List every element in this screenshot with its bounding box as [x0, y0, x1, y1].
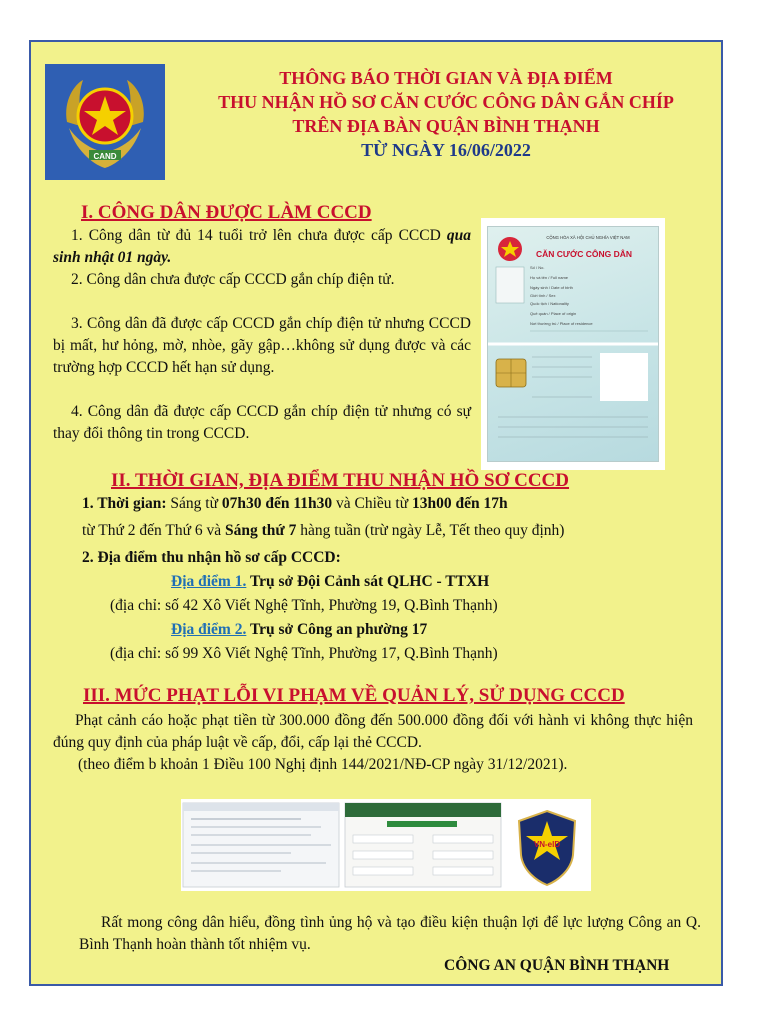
- id-card-country-line: CỘNG HÒA XÃ HỘI CHỦ NGHĨA VIỆT NAM: [546, 235, 630, 240]
- time-text-2: và Chiều từ: [332, 495, 413, 512]
- id-card-image: [481, 218, 665, 470]
- section2-heading: II. THỜI GIAN, ĐỊA ĐIỂM THU NHẬN HỒ SƠ CCCD: [111, 470, 570, 491]
- section1-item3: 3. Công dân đã được cấp CCCD gắn chíp điện tử nhưng CCCD bị mất, hư hỏng, mờ, nhòe, gãy gập…không sử dụng được và các trường hợp CCCD hết hạn sử dụng.: [53, 315, 471, 376]
- place1-line: [171, 571, 489, 593]
- id-card-title: CĂN CƯỚC CÔNG DÂN: [536, 249, 632, 259]
- id-card-field-3: Ngày sinh / Date of birth: [530, 285, 573, 290]
- time-label: 1. Thời gian:: [82, 495, 167, 512]
- vneid-badge-text: VN-eID: [533, 840, 561, 849]
- id-card-field-5: Quốc tịch / Nationality: [530, 301, 569, 306]
- section1-heading: I. CÔNG DÂN ĐƯỢC LÀM CCCD: [81, 202, 372, 223]
- place2-address: (địa chỉ: số 99 Xô Viết Nghệ Tĩnh, Phường 17, Q.Bình Thạnh): [110, 645, 498, 662]
- section1-item1: [53, 225, 471, 269]
- header-date: TỪ NGÀY 16/06/2022: [361, 140, 531, 160]
- id-card-field-2: Họ và tên / Full name: [530, 275, 569, 280]
- section3-heading: III. MỨC PHẠT LỖI VI PHẠM VỀ QUẢN LÝ, SỬ DỤNG CCCD: [83, 685, 625, 706]
- section2-time-line1: [82, 493, 508, 515]
- police-emblem-icon: [53, 70, 157, 174]
- place1-name: Trụ sở Đội Cảnh sát QLHC - TTXH: [246, 573, 490, 590]
- id-card-field-4: Giới tính / Sex: [530, 293, 556, 298]
- header-title-line3: TRÊN ĐỊA BÀN QUẬN BÌNH THẠNH: [292, 116, 600, 136]
- time-morning: 07h30 đến 11h30: [221, 495, 333, 512]
- announcement-poster: [29, 40, 723, 986]
- section3-text: Phạt cảnh cáo hoặc phạt tiền từ 300.000 đồng đến 500.000 đồng đối với hành vi không thực hiện đúng quy định của pháp luật về cấp, đổi, cấp lại thẻ CCCD.: [53, 712, 693, 751]
- id-card-field-7: Nơi thường trú / Place of residence: [530, 321, 593, 326]
- place2-name: Trụ sở Công an phường 17: [246, 621, 428, 638]
- header-title-line2: THU NHẬN HỒ SƠ CĂN CƯỚC CÔNG DÂN GẮN CHÍP: [218, 92, 674, 112]
- screenshots-illustration: [181, 799, 591, 891]
- section1-item1-emphasis: qua sinh nhật 01 ngày.: [53, 227, 471, 266]
- section1-item4: 4. Công dân đã được cấp CCCD gắn chíp điện tử nhưng có sự thay đổi thông tin trong CCCD.: [53, 403, 471, 442]
- section1-item2: 2. Công dân chưa được cấp CCCD gắn chíp điện tử.: [71, 271, 395, 288]
- section3-citation: (theo điểm b khoản 1 Điều 100 Nghị định 144/2021/NĐ-CP ngày 31/12/2021).: [78, 756, 568, 773]
- id-card-field-1: Số / No.: [530, 265, 545, 270]
- time-text-1: Sáng từ: [166, 495, 222, 512]
- section2-place-label: 2. Địa điểm thu nhận hồ sơ cấp CCCD:: [82, 549, 341, 566]
- time2-text-1: từ Thứ 2 đến Thứ 6 và: [82, 522, 226, 539]
- place1-link[interactable]: Địa điểm 1.: [171, 573, 247, 590]
- id-card-illustration: [488, 227, 658, 461]
- header-title-line1: THÔNG BÁO THỜI GIAN VÀ ĐỊA ĐIỂM: [279, 68, 613, 88]
- time2-saturday: Sáng thứ 7: [225, 522, 297, 539]
- time2-text-2: hàng tuần (trừ ngày Lễ, Tết theo quy định): [296, 522, 565, 539]
- section2-time-line2: [82, 520, 564, 542]
- signature: CÔNG AN QUẬN BÌNH THẠNH: [444, 957, 670, 974]
- place1-address: (địa chỉ: số 42 Xô Viết Nghệ Tĩnh, Phường 19, Q.Bình Thạnh): [110, 597, 498, 614]
- closing-text: Rất mong công dân hiểu, đồng tình ủng hộ và tạo điều kiện thuận lợi để lực lượng Công an Q. Bình Thạnh hoàn thành tốt nhiệm vụ.: [79, 914, 701, 953]
- section1-item1-text: 1. Công dân từ đủ 14 tuổi trở lên chưa được cấp CCCD: [71, 227, 447, 244]
- police-emblem: [45, 64, 165, 180]
- id-card-field-6: Quê quán / Place of origin: [530, 311, 577, 316]
- emblem-text: CAND: [93, 152, 117, 161]
- time-afternoon: 13h00 đến 17h: [412, 495, 508, 512]
- place2-line: [171, 619, 427, 641]
- screenshots-strip: [181, 799, 591, 891]
- place2-link[interactable]: Địa điểm 2.: [171, 621, 247, 638]
